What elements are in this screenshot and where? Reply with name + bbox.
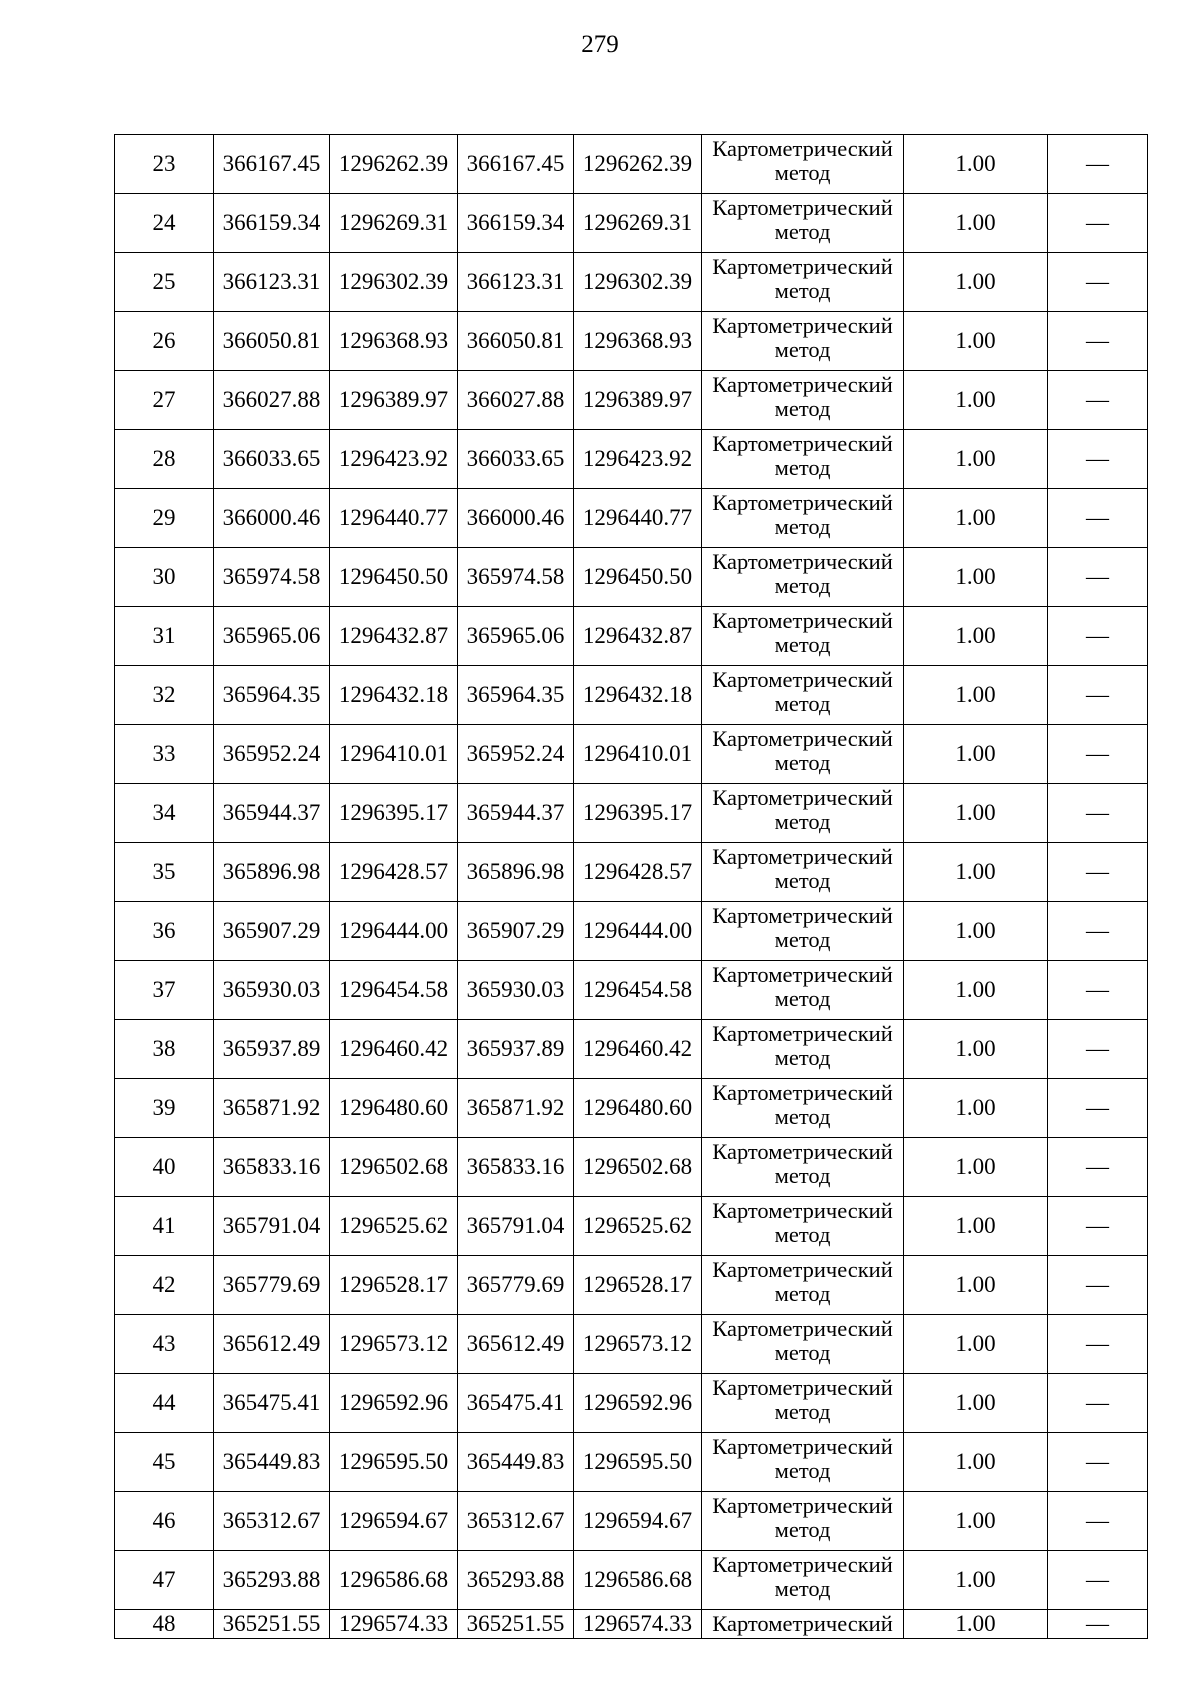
point-number-cell: 47 [115, 1551, 214, 1610]
method-cell: Картометрический метод [702, 1020, 904, 1079]
point-number-cell: 38 [115, 1020, 214, 1079]
accuracy-cell: 1.00 [904, 784, 1048, 843]
new-x-cell: 365896.98 [458, 843, 574, 902]
accuracy-cell: 1.00 [904, 725, 1048, 784]
accuracy-cell: 1.00 [904, 1138, 1048, 1197]
accuracy-cell: 1.00 [904, 135, 1048, 194]
accuracy-cell: 1.00 [904, 961, 1048, 1020]
new-x-cell: 365930.03 [458, 961, 574, 1020]
accuracy-cell: 1.00 [904, 371, 1048, 430]
existing-y-cell: 1296395.17 [330, 784, 458, 843]
method-cell: Картометрический метод [702, 902, 904, 961]
table-row [115, 1492, 1148, 1551]
method-cell: Картометрический метод [702, 194, 904, 253]
point-number-cell: 34 [115, 784, 214, 843]
method-cell: Картометрический метод [702, 1315, 904, 1374]
accuracy-cell: 1.00 [904, 1315, 1048, 1374]
existing-x-cell: 365833.16 [214, 1138, 330, 1197]
point-number-cell: 43 [115, 1315, 214, 1374]
existing-x-cell: 365251.55 [214, 1610, 330, 1639]
method-cell: Картометрический [702, 1610, 904, 1639]
existing-x-cell: 366033.65 [214, 430, 330, 489]
accuracy-cell: 1.00 [904, 253, 1048, 312]
existing-y-cell: 1296269.31 [330, 194, 458, 253]
existing-x-cell: 366027.88 [214, 371, 330, 430]
new-y-cell: 1296502.68 [574, 1138, 702, 1197]
note-cell: — [1048, 666, 1148, 725]
page-number: 279 [581, 31, 619, 58]
new-y-cell: 1296586.68 [574, 1551, 702, 1610]
note-cell: — [1048, 784, 1148, 843]
method-cell: Картометрический метод [702, 548, 904, 607]
existing-y-cell: 1296480.60 [330, 1079, 458, 1138]
existing-y-cell: 1296262.39 [330, 135, 458, 194]
note-cell: — [1048, 725, 1148, 784]
method-cell: Картометрический метод [702, 1138, 904, 1197]
existing-y-cell: 1296574.33 [330, 1610, 458, 1639]
method-cell: Картометрический метод [702, 1492, 904, 1551]
existing-x-cell: 365952.24 [214, 725, 330, 784]
new-x-cell: 366159.34 [458, 194, 574, 253]
note-cell: — [1048, 902, 1148, 961]
note-cell: — [1048, 1374, 1148, 1433]
point-number-cell: 44 [115, 1374, 214, 1433]
existing-y-cell: 1296389.97 [330, 371, 458, 430]
table-row [115, 1315, 1148, 1374]
existing-x-cell: 365896.98 [214, 843, 330, 902]
table-row [115, 1020, 1148, 1079]
note-cell: — [1048, 961, 1148, 1020]
table-row [115, 312, 1148, 371]
new-x-cell: 365974.58 [458, 548, 574, 607]
note-cell: — [1048, 135, 1148, 194]
new-x-cell: 365871.92 [458, 1079, 574, 1138]
accuracy-cell: 1.00 [904, 843, 1048, 902]
point-number-cell: 35 [115, 843, 214, 902]
new-y-cell: 1296395.17 [574, 784, 702, 843]
note-cell: — [1048, 1138, 1148, 1197]
new-x-cell: 366000.46 [458, 489, 574, 548]
table-row [115, 489, 1148, 548]
table-row [115, 1551, 1148, 1610]
existing-x-cell: 366167.45 [214, 135, 330, 194]
new-x-cell: 365833.16 [458, 1138, 574, 1197]
accuracy-cell: 1.00 [904, 1079, 1048, 1138]
note-cell: — [1048, 1020, 1148, 1079]
new-y-cell: 1296389.97 [574, 371, 702, 430]
existing-y-cell: 1296410.01 [330, 725, 458, 784]
point-number-cell: 28 [115, 430, 214, 489]
existing-x-cell: 365965.06 [214, 607, 330, 666]
table-row [115, 1374, 1148, 1433]
new-x-cell: 365475.41 [458, 1374, 574, 1433]
accuracy-cell: 1.00 [904, 666, 1048, 725]
existing-y-cell: 1296423.92 [330, 430, 458, 489]
existing-y-cell: 1296368.93 [330, 312, 458, 371]
accuracy-cell: 1.00 [904, 607, 1048, 666]
existing-y-cell: 1296450.50 [330, 548, 458, 607]
accuracy-cell: 1.00 [904, 1197, 1048, 1256]
accuracy-cell: 1.00 [904, 1433, 1048, 1492]
new-y-cell: 1296269.31 [574, 194, 702, 253]
point-number-cell: 42 [115, 1256, 214, 1315]
accuracy-cell: 1.00 [904, 489, 1048, 548]
point-number-cell: 39 [115, 1079, 214, 1138]
note-cell: — [1048, 607, 1148, 666]
accuracy-cell: 1.00 [904, 312, 1048, 371]
note-cell: — [1048, 489, 1148, 548]
new-y-cell: 1296423.92 [574, 430, 702, 489]
note-cell: — [1048, 194, 1148, 253]
point-number-cell: 45 [115, 1433, 214, 1492]
new-y-cell: 1296480.60 [574, 1079, 702, 1138]
existing-x-cell: 365964.35 [214, 666, 330, 725]
new-x-cell: 365907.29 [458, 902, 574, 961]
point-number-cell: 36 [115, 902, 214, 961]
method-cell: Картометрический метод [702, 312, 904, 371]
note-cell: — [1048, 1079, 1148, 1138]
method-cell: Картометрический метод [702, 253, 904, 312]
table-row [115, 902, 1148, 961]
point-number-cell: 26 [115, 312, 214, 371]
method-cell: Картометрический метод [702, 725, 904, 784]
table-row [115, 784, 1148, 843]
accuracy-cell: 1.00 [904, 1610, 1048, 1639]
note-cell: — [1048, 548, 1148, 607]
accuracy-cell: 1.00 [904, 1551, 1048, 1610]
method-cell: Картометрический метод [702, 961, 904, 1020]
note-cell: — [1048, 371, 1148, 430]
existing-x-cell: 365449.83 [214, 1433, 330, 1492]
accuracy-cell: 1.00 [904, 1374, 1048, 1433]
existing-x-cell: 365930.03 [214, 961, 330, 1020]
new-x-cell: 365965.06 [458, 607, 574, 666]
existing-x-cell: 365871.92 [214, 1079, 330, 1138]
accuracy-cell: 1.00 [904, 548, 1048, 607]
new-x-cell: 366167.45 [458, 135, 574, 194]
existing-y-cell: 1296432.87 [330, 607, 458, 666]
method-cell: Картометрический метод [702, 1374, 904, 1433]
existing-x-cell: 365791.04 [214, 1197, 330, 1256]
existing-y-cell: 1296460.42 [330, 1020, 458, 1079]
new-x-cell: 365612.49 [458, 1315, 574, 1374]
table-row [115, 725, 1148, 784]
point-number-cell: 46 [115, 1492, 214, 1551]
method-cell: Картометрический метод [702, 1551, 904, 1610]
new-x-cell: 365952.24 [458, 725, 574, 784]
new-y-cell: 1296440.77 [574, 489, 702, 548]
new-x-cell: 365791.04 [458, 1197, 574, 1256]
table-row [115, 1610, 1148, 1639]
existing-x-cell: 365312.67 [214, 1492, 330, 1551]
point-number-cell: 40 [115, 1138, 214, 1197]
coordinates-table [114, 134, 1148, 1639]
point-number-cell: 23 [115, 135, 214, 194]
existing-x-cell: 366159.34 [214, 194, 330, 253]
table-row [115, 607, 1148, 666]
existing-x-cell: 365974.58 [214, 548, 330, 607]
existing-y-cell: 1296525.62 [330, 1197, 458, 1256]
method-cell: Картометрический метод [702, 430, 904, 489]
new-x-cell: 365293.88 [458, 1551, 574, 1610]
new-y-cell: 1296262.39 [574, 135, 702, 194]
note-cell: — [1048, 1315, 1148, 1374]
new-x-cell: 365449.83 [458, 1433, 574, 1492]
method-cell: Картометрический метод [702, 607, 904, 666]
new-x-cell: 365312.67 [458, 1492, 574, 1551]
existing-x-cell: 366000.46 [214, 489, 330, 548]
note-cell: — [1048, 1492, 1148, 1551]
point-number-cell: 31 [115, 607, 214, 666]
existing-y-cell: 1296586.68 [330, 1551, 458, 1610]
existing-y-cell: 1296594.67 [330, 1492, 458, 1551]
method-cell: Картометрический метод [702, 1079, 904, 1138]
method-cell: Картометрический метод [702, 1256, 904, 1315]
note-cell: — [1048, 843, 1148, 902]
existing-x-cell: 365475.41 [214, 1374, 330, 1433]
note-cell: — [1048, 1197, 1148, 1256]
existing-x-cell: 365937.89 [214, 1020, 330, 1079]
existing-x-cell: 365612.49 [214, 1315, 330, 1374]
point-number-cell: 30 [115, 548, 214, 607]
note-cell: — [1048, 1433, 1148, 1492]
point-number-cell: 29 [115, 489, 214, 548]
new-x-cell: 366050.81 [458, 312, 574, 371]
method-cell: Картометрический метод [702, 843, 904, 902]
method-cell: Картометрический метод [702, 1197, 904, 1256]
table-row [115, 548, 1148, 607]
point-number-cell: 48 [115, 1610, 214, 1639]
accuracy-cell: 1.00 [904, 1020, 1048, 1079]
new-y-cell: 1296460.42 [574, 1020, 702, 1079]
method-cell: Картометрический метод [702, 784, 904, 843]
point-number-cell: 32 [115, 666, 214, 725]
new-y-cell: 1296302.39 [574, 253, 702, 312]
new-y-cell: 1296525.62 [574, 1197, 702, 1256]
note-cell: — [1048, 1256, 1148, 1315]
new-y-cell: 1296432.87 [574, 607, 702, 666]
accuracy-cell: 1.00 [904, 1256, 1048, 1315]
new-y-cell: 1296528.17 [574, 1256, 702, 1315]
existing-y-cell: 1296592.96 [330, 1374, 458, 1433]
note-cell: — [1048, 430, 1148, 489]
method-cell: Картометрический метод [702, 489, 904, 548]
table-body [115, 135, 1148, 1639]
method-cell: Картометрический метод [702, 1433, 904, 1492]
method-cell: Картометрический метод [702, 371, 904, 430]
table-row [115, 430, 1148, 489]
table-row [115, 843, 1148, 902]
existing-y-cell: 1296595.50 [330, 1433, 458, 1492]
new-y-cell: 1296574.33 [574, 1610, 702, 1639]
existing-x-cell: 366123.31 [214, 253, 330, 312]
new-y-cell: 1296428.57 [574, 843, 702, 902]
new-y-cell: 1296410.01 [574, 725, 702, 784]
accuracy-cell: 1.00 [904, 902, 1048, 961]
point-number-cell: 41 [115, 1197, 214, 1256]
accuracy-cell: 1.00 [904, 430, 1048, 489]
note-cell: — [1048, 1610, 1148, 1639]
note-cell: — [1048, 312, 1148, 371]
table-row [115, 961, 1148, 1020]
table-row [115, 135, 1148, 194]
new-y-cell: 1296368.93 [574, 312, 702, 371]
existing-y-cell: 1296528.17 [330, 1256, 458, 1315]
new-y-cell: 1296454.58 [574, 961, 702, 1020]
table-row [115, 253, 1148, 312]
accuracy-cell: 1.00 [904, 194, 1048, 253]
existing-x-cell: 365779.69 [214, 1256, 330, 1315]
point-number-cell: 24 [115, 194, 214, 253]
note-cell: — [1048, 253, 1148, 312]
existing-y-cell: 1296302.39 [330, 253, 458, 312]
existing-x-cell: 365293.88 [214, 1551, 330, 1610]
existing-x-cell: 365944.37 [214, 784, 330, 843]
existing-y-cell: 1296432.18 [330, 666, 458, 725]
table-row [115, 1433, 1148, 1492]
point-number-cell: 37 [115, 961, 214, 1020]
existing-y-cell: 1296428.57 [330, 843, 458, 902]
existing-y-cell: 1296454.58 [330, 961, 458, 1020]
new-x-cell: 366033.65 [458, 430, 574, 489]
new-y-cell: 1296444.00 [574, 902, 702, 961]
new-y-cell: 1296432.18 [574, 666, 702, 725]
table-row [115, 1197, 1148, 1256]
table-row [115, 371, 1148, 430]
method-cell: Картометрический метод [702, 135, 904, 194]
table-row [115, 666, 1148, 725]
new-y-cell: 1296450.50 [574, 548, 702, 607]
new-x-cell: 365944.37 [458, 784, 574, 843]
existing-x-cell: 366050.81 [214, 312, 330, 371]
new-y-cell: 1296573.12 [574, 1315, 702, 1374]
method-cell: Картометрический метод [702, 666, 904, 725]
existing-y-cell: 1296502.68 [330, 1138, 458, 1197]
new-x-cell: 365779.69 [458, 1256, 574, 1315]
accuracy-cell: 1.00 [904, 1492, 1048, 1551]
new-x-cell: 366027.88 [458, 371, 574, 430]
note-cell: — [1048, 1551, 1148, 1610]
new-x-cell: 366123.31 [458, 253, 574, 312]
table-row [115, 1138, 1148, 1197]
point-number-cell: 27 [115, 371, 214, 430]
table-row [115, 1079, 1148, 1138]
existing-y-cell: 1296440.77 [330, 489, 458, 548]
table-row [115, 194, 1148, 253]
new-x-cell: 365251.55 [458, 1610, 574, 1639]
new-y-cell: 1296592.96 [574, 1374, 702, 1433]
new-x-cell: 365937.89 [458, 1020, 574, 1079]
point-number-cell: 25 [115, 253, 214, 312]
new-y-cell: 1296595.50 [574, 1433, 702, 1492]
existing-x-cell: 365907.29 [214, 902, 330, 961]
existing-y-cell: 1296573.12 [330, 1315, 458, 1374]
existing-y-cell: 1296444.00 [330, 902, 458, 961]
new-y-cell: 1296594.67 [574, 1492, 702, 1551]
new-x-cell: 365964.35 [458, 666, 574, 725]
point-number-cell: 33 [115, 725, 214, 784]
table-row [115, 1256, 1148, 1315]
